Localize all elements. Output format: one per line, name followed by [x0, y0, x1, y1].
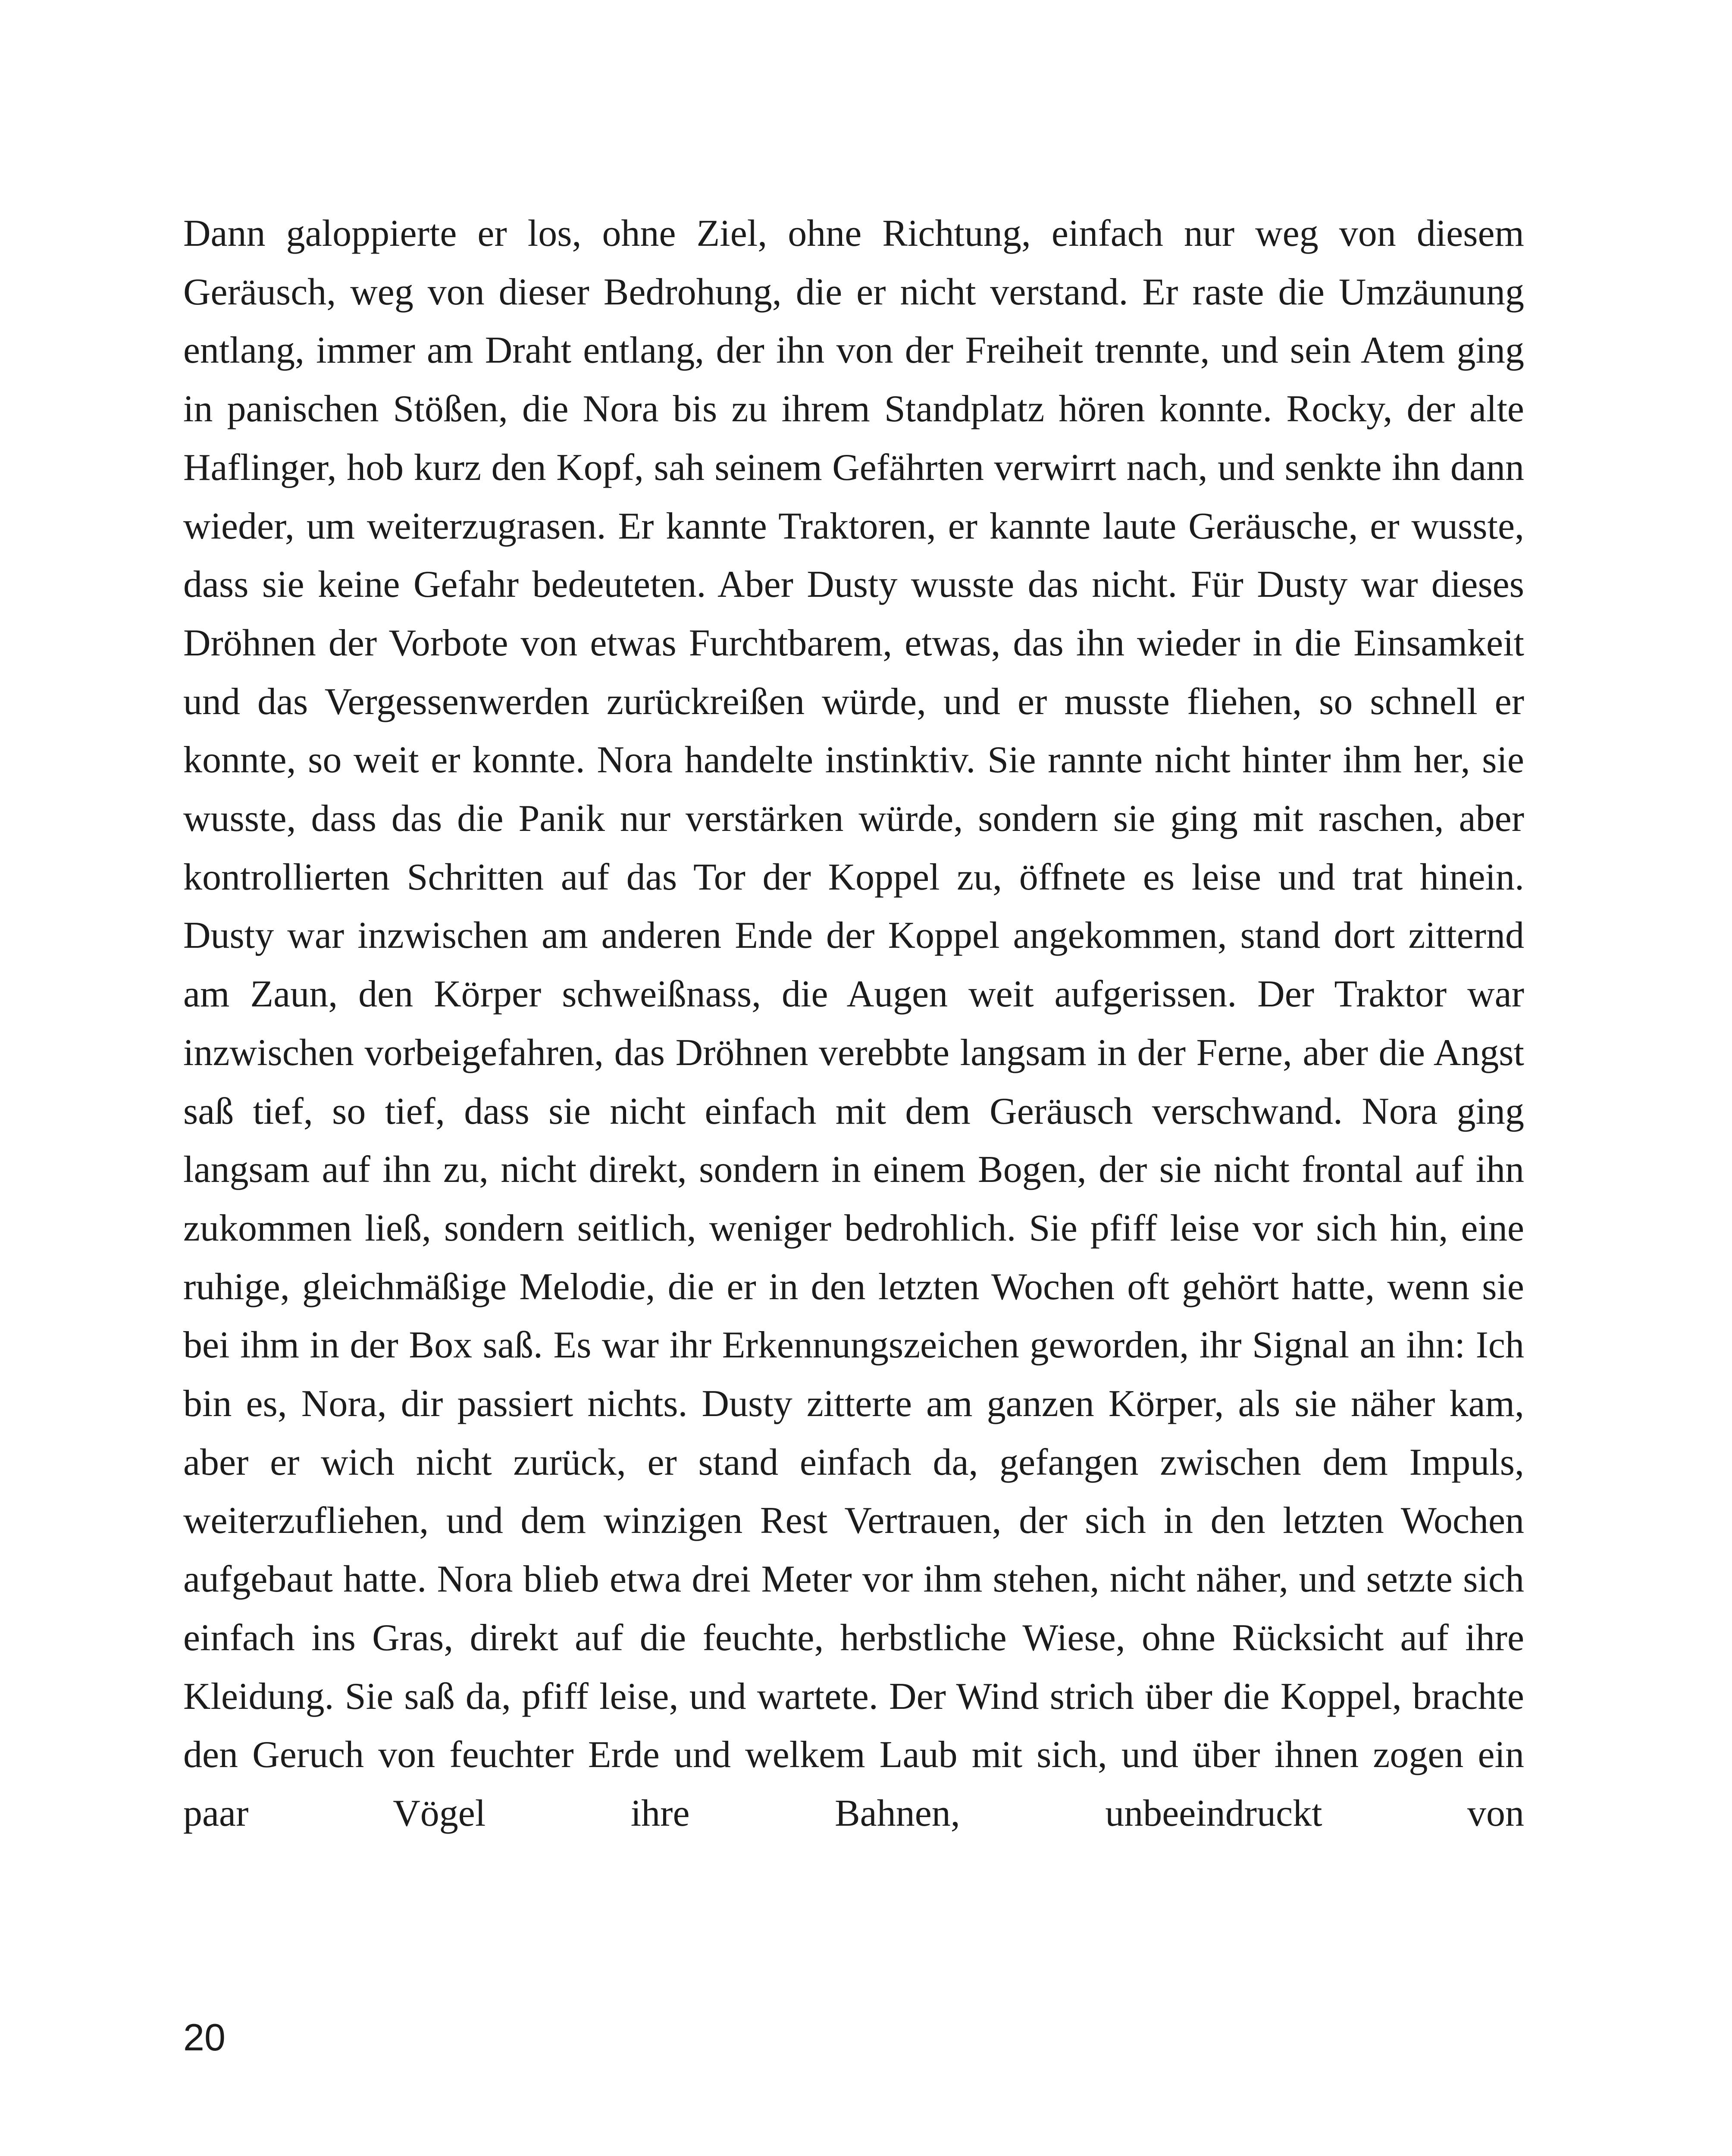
body-paragraph: Dann galoppierte er los, ohne Ziel, ohne Richtung, einfach nur weg von diesem Geräusch, weg von dieser Bedrohung, die er nicht verstand. Er raste die Umzäunung entlang, immer am Draht entlang, der ihn von der Freiheit trennte, und sein Atem ging in panischen Stößen, die Nora bis zu ihrem Standplatz hören konnte. Rocky, der alte Haflinger, hob kurz den Kopf, sah seinem Gefährten verwirrt nach, und senkte ihn dann wieder, um weiterzugrasen. Er kannte Traktoren, er kannte laute Geräusche, er wusste, dass sie keine Gefahr bedeuteten. Aber Dusty wusste das nicht. Für Dusty war dieses Dröhnen der Vorbote von etwas Furchtbarem, etwas, das ihn wieder in die Einsamkeit und das Vergessenwerden zurückreißen würde, und er musste fliehen, so schnell er konnte, so weit er konnte. Nora handelte instinktiv. Sie rannte nicht hinter ihm her, sie wusste, dass das die Panik nur verstärken würde, sondern sie ging mit raschen, aber kontrollierten Schritten auf das Tor der Koppel zu, öffnete es leise und trat hinein. Dusty war inzwischen am anderen Ende der Koppel angekommen, stand dort zitternd am Zaun, den Körper schweißnass, die Augen weit aufgerissen. Der Traktor war inzwischen vorbeigefahren, das Dröhnen verebbte langsam in der Ferne, aber die Angst saß tief, so tief, dass sie nicht einfach mit dem Geräusch verschwand. Nora ging langsam auf ihn zu, nicht direkt, sondern in einem Bogen, der sie nicht frontal auf ihn zukommen ließ, sondern seitlich, weniger bedrohlich. Sie pfiff leise vor sich hin, eine ruhige, gleichmäßige Melodie, die er in den letzten Wochen oft gehört hatte, wenn sie bei ihm in der Box saß. Es war ihr Erkennungszeichen geworden, ihr Signal an ihn: Ich bin es, Nora, dir passiert nichts. Dusty zitterte am ganzen Körper, als sie näher kam, aber er wich nicht zurück, er stand einfach da, gefangen zwischen dem Impuls, weiterzufliehen, und dem winzigen Rest Vertrauen, der sich in den letzten Wochen aufgebaut hatte. Nora blieb etwa drei Meter vor ihm stehen, nicht näher, und setzte sich einfach ins Gras, direkt auf die feuchte, herbstliche Wiese, ohne Rücksicht auf ihre Kleidung. Sie saß da, pfiff leise, und wartete. Der Wind strich über die Koppel, brachte den Geruch von feuchter Erde und welkem Laub mit sich, und über ihnen zogen ein paar Vögel ihre Bahnen, unbeeindruckt von — [183, 213, 1524, 1834]
page-number: 20 — [183, 2016, 226, 2059]
